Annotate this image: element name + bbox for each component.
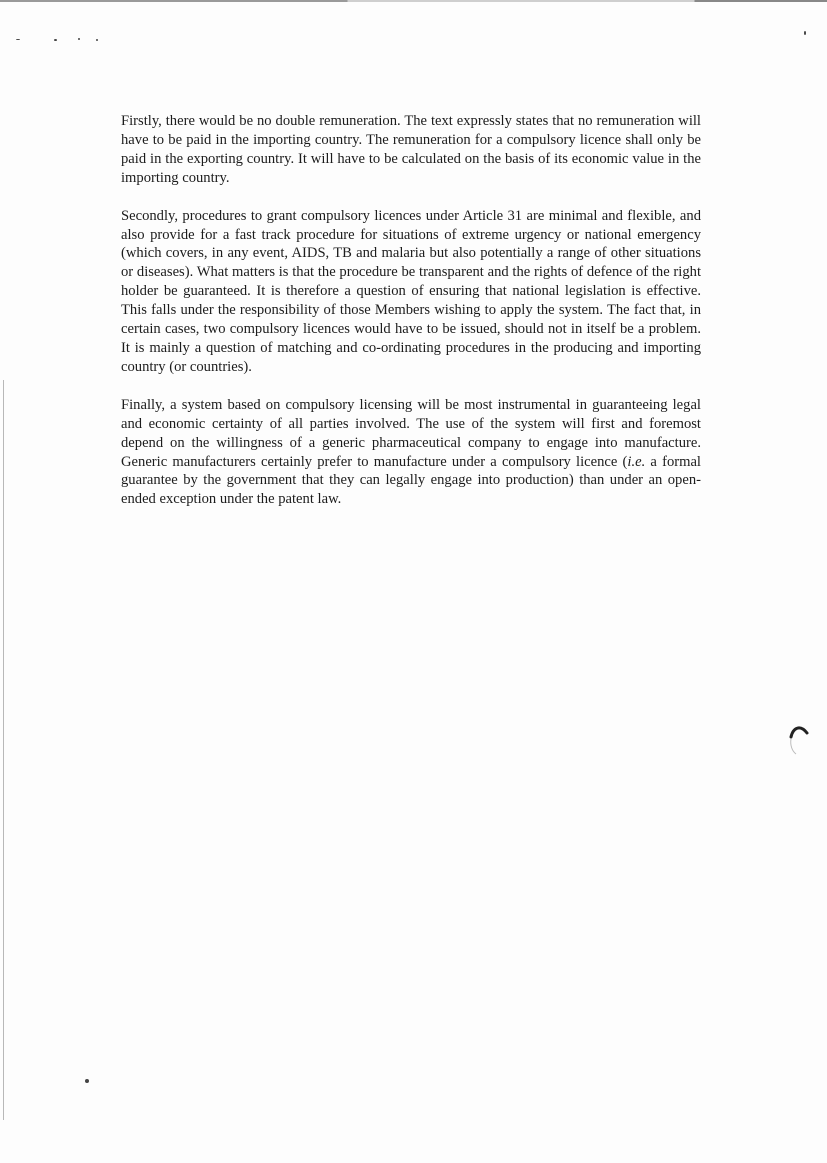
paragraph-text-before: Finally, a system based on compulsory licensing will be most instrumental in guaranteeing legal and economic certainty of all parties involved. The use of the system will first and foremost depend on the willingness of a generic pharmaceutical company to engage into manufacture. Generic manufacturers certainly prefer to manufacture under a compulsory licence ( (121, 396, 701, 470)
scan-speck (54, 39, 57, 41)
scan-speck (96, 39, 98, 41)
paragraph-legal-certainty (121, 396, 701, 509)
scan-speck (16, 39, 20, 40)
paragraph-text: Secondly, procedures to grant compulsory licences under Article 31 are minimal and flexible, and also provide for a fast track procedure for situations of extreme urgency or national emergency (which covers, in any event, AIDS, TB and malaria but also potentially a range of other situations or diseases). What matters is that the procedure be transparent and the rights of defence of the right holder be guaranteed. It is therefore a question of ensuring that national legislation is effective. This falls under the responsibility of those Members wishing to apply the system. The fact that, in certain cases, two compulsory licences would have to be issued, should not in itself be a problem. It is mainly a question of matching and co-ordinating procedures in the producing and importing country (or countries). (121, 207, 701, 375)
scan-speck (804, 31, 806, 35)
scan-edge-top (0, 0, 827, 2)
paragraph-procedures (121, 207, 701, 377)
scan-speck (85, 1079, 89, 1083)
paragraph-text: Firstly, there would be no double remuneration. The text expressly states that no remuneration will have to be paid in the importing country. The remuneration for a compulsory licence shall only be paid in the exporting country. It will have to be calculated on the basis of its economic value in the importing country. (121, 113, 701, 186)
paragraph-text-italic: i.e. (627, 453, 646, 470)
body-text (121, 112, 701, 528)
paragraph-remuneration (121, 112, 701, 188)
scan-edge-left (3, 380, 4, 1120)
punch-hole-mark-icon (789, 721, 809, 755)
paragraph-text-after: a formal guarantee by the government that they can legally engage into production) than under an open-ended exception under the patent law. (121, 453, 701, 508)
scan-speck (78, 38, 80, 40)
